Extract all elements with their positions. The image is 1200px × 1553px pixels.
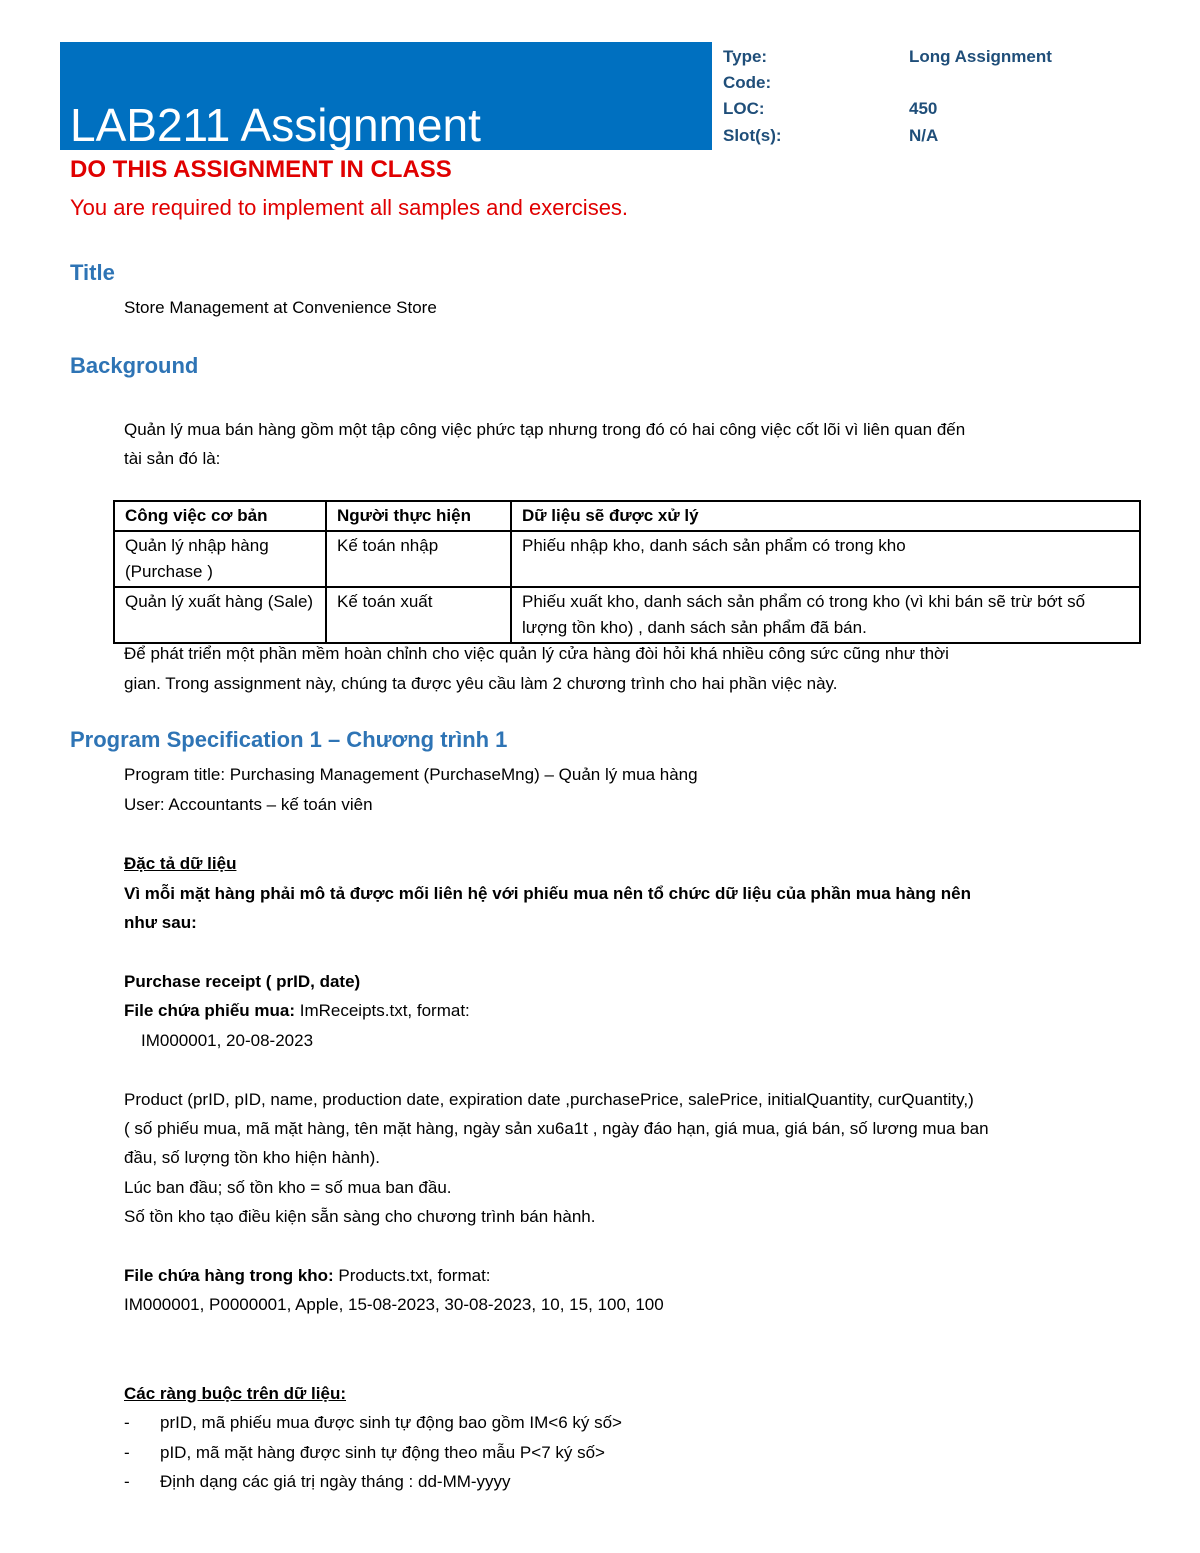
table-cell: Quản lý xuất hàng (Sale) xyxy=(114,587,326,643)
work-table-header: Dữ liệu sẽ được xử lý xyxy=(511,501,1140,531)
background-heading: Background xyxy=(70,353,199,378)
constraints-heading: Các ràng buộc trên dữ liệu: xyxy=(124,1384,347,1403)
product-line1: Product (prID, pID, name, production date, expiration date ,purchasePrice, salePrice, initialQuantity, curQuantity,) xyxy=(124,1090,974,1109)
data-spec-desc-line1: Vì mỗi mặt hàng phải mô tả được mối liên hệ với phiếu mua nên tổ chức dữ liệu của phần mua hàng nên xyxy=(124,884,971,903)
table-row xyxy=(114,531,1140,587)
table-cell: Kế toán xuất xyxy=(326,587,511,643)
receipt-file-value: ImReceipts.txt, format: xyxy=(295,1001,470,1020)
table-cell: Quản lý nhập hàng (Purchase ) xyxy=(114,531,326,587)
table-row xyxy=(114,587,1140,643)
receipt-file-label: File chứa phiếu mua: xyxy=(124,1001,296,1020)
constraint-text: pID, mã mặt hàng được sinh tự động theo mẫu P<7 ký số> xyxy=(160,1443,605,1462)
page-title: LAB211 Assignment xyxy=(70,99,481,151)
bullet-dash: - xyxy=(124,1472,130,1491)
background-intro-line2: tài sản đó là: xyxy=(124,449,221,468)
product-line2: ( số phiếu mua, mã mặt hàng, tên mặt hàng, ngày sản xu6a1t , ngày đáo hạn, giá mua, giá bán, số lương mua ban xyxy=(124,1119,989,1138)
product-file-label: File chứa hàng trong kho: xyxy=(124,1266,334,1285)
meta-type-value: Long Assignment xyxy=(909,47,1052,66)
data-spec-desc-line2: như sau: xyxy=(124,913,197,932)
title-heading: Title xyxy=(70,260,115,285)
meta-loc-label: LOC: xyxy=(723,99,765,118)
table-cell: Phiếu xuất kho, danh sách sản phẩm có trong kho (vì khi bán sẽ trừ bớt số lượng tồn kho) , danh sách sản phẩm đã bán. xyxy=(511,587,1140,643)
table-cell: Kế toán nhập xyxy=(326,531,511,587)
work-table-header-row xyxy=(114,501,1140,531)
class-notice: DO THIS ASSIGNMENT IN CLASS xyxy=(70,156,452,183)
data-spec-heading: Đặc tả dữ liệu xyxy=(124,854,237,873)
meta-loc-value: 450 xyxy=(909,99,938,118)
receipt-example: IM000001, 20-08-2023 xyxy=(141,1031,314,1050)
work-table-header: Người thực hiện xyxy=(326,501,511,531)
meta-slots-value: N/A xyxy=(909,126,939,145)
title-text: Store Management at Convenience Store xyxy=(124,298,437,317)
requirement-notice: You are required to implement all samples and exercises. xyxy=(70,195,629,220)
table-cell: Phiếu nhập kho, danh sách sản phẩm có trong kho xyxy=(511,531,1140,587)
background-intro-line1: Quản lý mua bán hàng gồm một tập công việc phức tạp nhưng trong đó có hai công việc cốt lõi vì liên quan đến xyxy=(124,420,966,439)
meta-slots-label: Slot(s): xyxy=(723,126,782,145)
list-item xyxy=(124,1438,605,1467)
product-line5: Số tồn kho tạo điều kiện sẵn sàng cho chương trình bán hành. xyxy=(124,1207,596,1226)
constraint-text: prID, mã phiếu mua được sinh tự động bao gồm IM<6 ký số> xyxy=(160,1413,622,1432)
product-file-line xyxy=(124,1261,491,1290)
bullet-dash: - xyxy=(124,1443,130,1462)
work-table-header: Công việc cơ bản xyxy=(114,501,326,531)
background-after-line1: Để phát triển một phần mềm hoàn chỉnh cho việc quản lý cửa hàng đòi hỏi khá nhiều công sức cũng như thời xyxy=(124,644,949,663)
meta-code-label: Code: xyxy=(723,73,772,92)
receipt-title: Purchase receipt ( prID, date) xyxy=(124,972,361,991)
work-table xyxy=(113,500,1141,644)
background-after-line2: gian. Trong assignment này, chúng ta được yêu cầu làm 2 chương trình cho hai phần việc này. xyxy=(124,674,838,693)
list-item xyxy=(124,1408,622,1437)
spec1-heading: Program Specification 1 – Chương trình 1 xyxy=(70,727,508,752)
receipt-file-line xyxy=(124,996,470,1025)
list-item xyxy=(124,1467,511,1496)
constraint-text: Định dạng các giá trị ngày tháng : dd-MM-yyyy xyxy=(160,1472,511,1491)
bullet-dash: - xyxy=(124,1413,130,1432)
spec1-program-title: Program title: Purchasing Management (PurchaseMng) – Quản lý mua hàng xyxy=(124,765,698,784)
product-line3: đầu, số lượng tồn kho hiện hành). xyxy=(124,1148,380,1167)
product-file-value: Products.txt, format: xyxy=(333,1266,491,1285)
product-line4: Lúc ban đầu; số tồn kho = số mua ban đầu. xyxy=(124,1178,452,1197)
meta-type-label: Type: xyxy=(723,47,768,66)
product-example: IM000001, P0000001, Apple, 15-08-2023, 30-08-2023, 10, 15, 100, 100 xyxy=(124,1295,664,1314)
spec1-user: User: Accountants – kế toán viên xyxy=(124,795,373,814)
